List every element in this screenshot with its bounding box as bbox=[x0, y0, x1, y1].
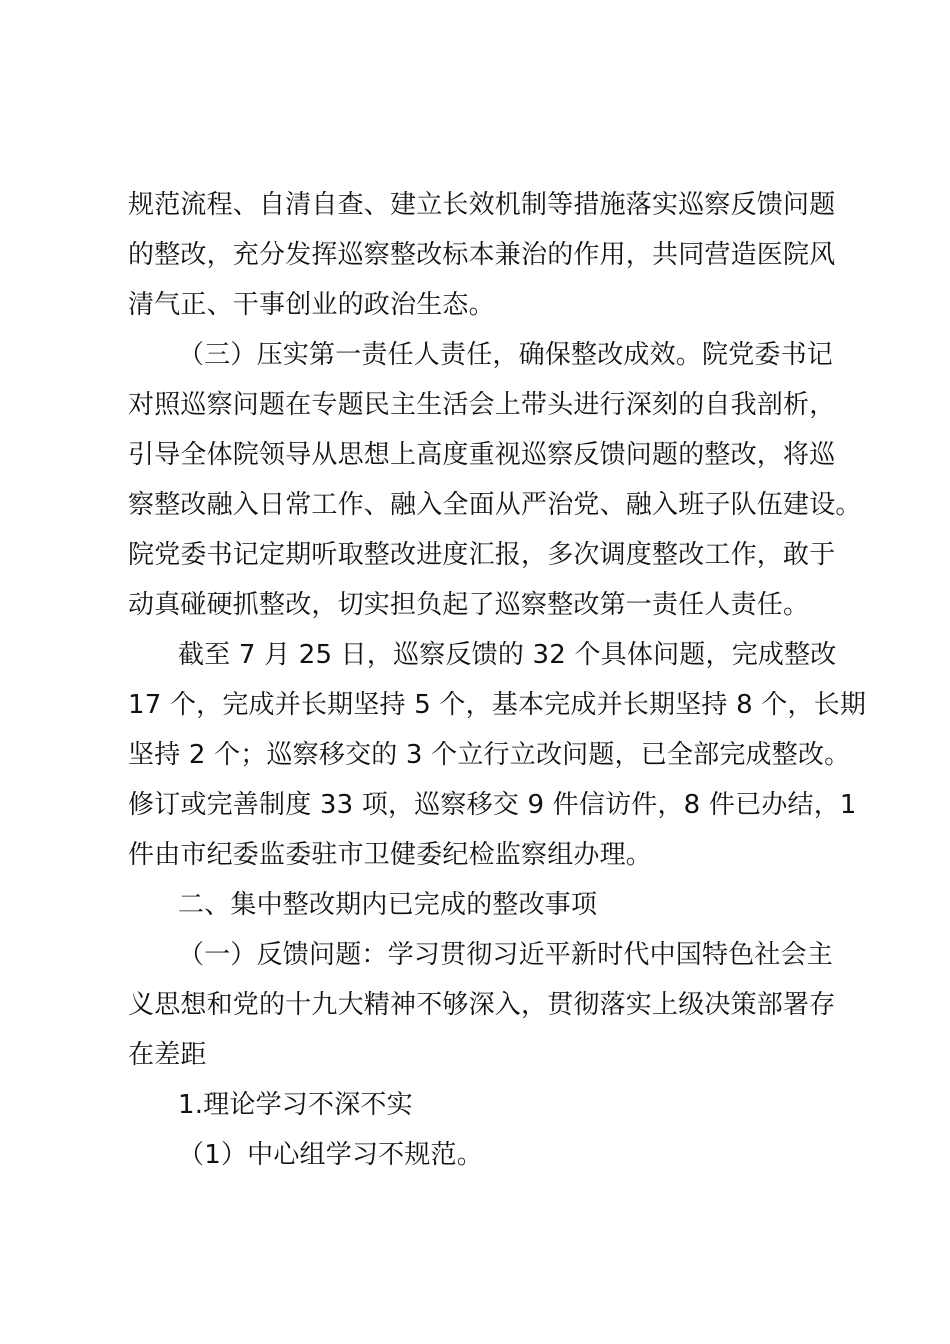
section-heading-line: 二、集中整改期内已完成的整改事项 bbox=[178, 890, 598, 920]
item-heading-line: 1.理论学习不深不实 bbox=[178, 1090, 413, 1120]
body-text-line: 17 个，完成并长期坚持 5 个，基本完成并长期坚持 8 个，长期 bbox=[128, 690, 867, 720]
body-text-line: 截至 7 月 25 日，巡察反馈的 32 个具体问题，完成整改 bbox=[178, 640, 837, 670]
body-text-line: 规范流程、自清自查、建立长效机制等措施落实巡察反馈问题 bbox=[128, 190, 836, 220]
body-text-line: 件由市纪委监委驻市卫健委纪检监察组办理。 bbox=[128, 840, 653, 870]
body-text-line: 动真碰硬抓整改，切实担负起了巡察整改第一责任人责任。 bbox=[128, 590, 810, 620]
body-text-line: 义思想和党的十九大精神不够深入，贯彻落实上级决策部署存 bbox=[128, 990, 836, 1020]
body-text-line: 清气正、干事创业的政治生态。 bbox=[128, 290, 495, 320]
body-text-line: 修订或完善制度 33 项，巡察移交 9 件信访件，8 件已办结，1 bbox=[128, 790, 857, 820]
body-text-line: 院党委书记定期听取整改进度汇报，多次调度整改工作，敢于 bbox=[128, 540, 836, 570]
body-text-line: 的整改，充分发挥巡察整改标本兼治的作用，共同营造医院风 bbox=[128, 240, 836, 270]
item-heading-line: （1）中心组学习不规范。 bbox=[178, 1140, 483, 1170]
section-heading-line: （三）压实第一责任人责任，确保整改成效。院党委书记 bbox=[178, 340, 834, 370]
body-text-line: 对照巡察问题在专题民主生活会上带头进行深刻的自我剖析， bbox=[128, 390, 836, 420]
body-text-line: 引导全体院领导从思想上高度重视巡察反馈问题的整改，将巡 bbox=[128, 440, 836, 470]
subsection-heading-line: （一）反馈问题：学习贯彻习近平新时代中国特色社会主 bbox=[178, 940, 834, 970]
body-text-line: 察整改融入日常工作、融入全面从严治党、融入班子队伍建设。 bbox=[128, 490, 862, 520]
body-text-line: 在差距 bbox=[128, 1040, 207, 1070]
body-text-line: 坚持 2 个；巡察移交的 3 个立行立改问题，已全部完成整改。 bbox=[128, 740, 851, 770]
